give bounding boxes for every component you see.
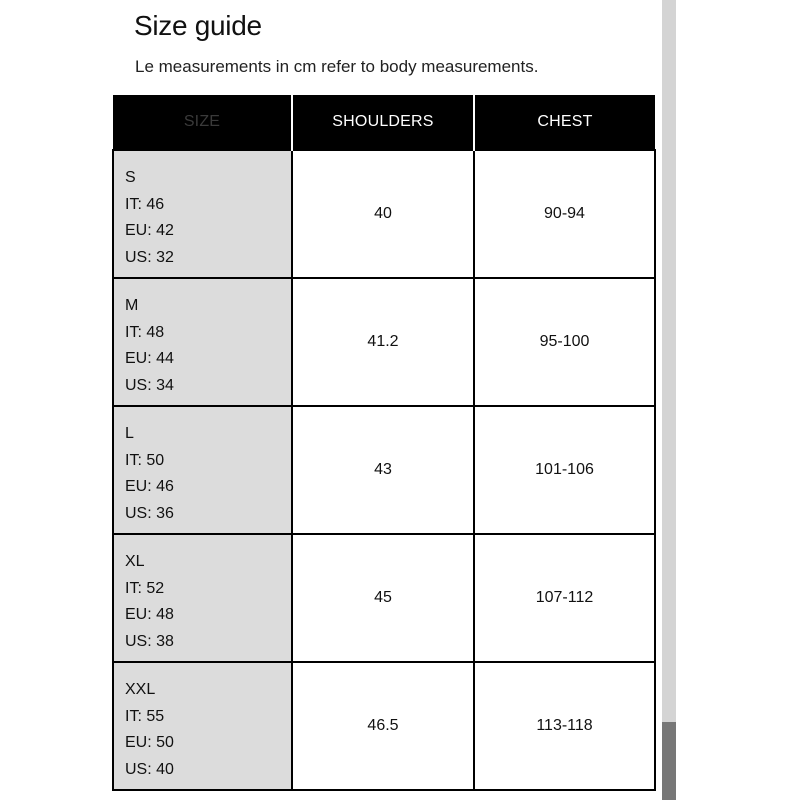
- size-us: US: 32: [125, 248, 174, 266]
- scrollbar-thumb[interactable]: [662, 722, 676, 800]
- size-it: IT: 52: [125, 579, 165, 597]
- size-label: S: [125, 169, 136, 186]
- size-us: US: 38: [125, 632, 174, 650]
- table-header-row: [113, 95, 655, 150]
- size-eu: EU: 44: [125, 350, 174, 367]
- size-eu: EU: 46: [125, 478, 174, 495]
- size-it: IT: 46: [125, 195, 165, 213]
- chest-cell: 95-100: [474, 278, 655, 406]
- table-header: [113, 95, 655, 150]
- shoulders-cell: 41.2: [292, 278, 474, 406]
- size-label: L: [125, 425, 134, 442]
- table-row: [113, 150, 655, 278]
- size-us: US: 34: [125, 376, 174, 394]
- size-label: M: [125, 297, 139, 314]
- chest-cell: 113-118: [474, 662, 655, 790]
- size-cell: [113, 278, 292, 406]
- size-label: XXL: [125, 681, 156, 698]
- size-us: US: 40: [125, 760, 174, 778]
- column-header-chest: CHEST: [474, 95, 655, 150]
- size-us: US: 36: [125, 504, 174, 522]
- chest-cell: 101-106: [474, 406, 655, 534]
- chest-cell: 90-94: [474, 150, 655, 278]
- table-row: [113, 662, 655, 790]
- size-eu: EU: 42: [125, 222, 174, 239]
- table-body: [113, 150, 655, 790]
- page-title: Size guide: [134, 10, 262, 41]
- table-row: [113, 278, 655, 406]
- size-cell: [113, 150, 292, 278]
- chest-cell: 107-112: [474, 534, 655, 662]
- size-cell: [113, 406, 292, 534]
- size-it: IT: 48: [125, 323, 165, 341]
- size-it: IT: 50: [125, 451, 165, 469]
- size-eu: EU: 50: [125, 734, 174, 751]
- shoulders-cell: 45: [292, 534, 474, 662]
- scrollbar-track[interactable]: [662, 0, 676, 800]
- table-row: [113, 534, 655, 662]
- table-row: [113, 406, 655, 534]
- shoulders-cell: 43: [292, 406, 474, 534]
- size-cell: [113, 534, 292, 662]
- size-table: [112, 95, 656, 791]
- shoulders-cell: 46.5: [292, 662, 474, 790]
- size-cell: [113, 662, 292, 790]
- size-eu: EU: 48: [125, 606, 174, 623]
- size-label: XL: [125, 553, 145, 570]
- page-subtitle: Le measurements in cm refer to body measurements.: [135, 57, 539, 76]
- column-header-shoulders: SHOULDERS: [292, 95, 474, 150]
- shoulders-cell: 40: [292, 150, 474, 278]
- column-header-size: SIZE: [113, 95, 292, 150]
- size-it: IT: 55: [125, 707, 165, 725]
